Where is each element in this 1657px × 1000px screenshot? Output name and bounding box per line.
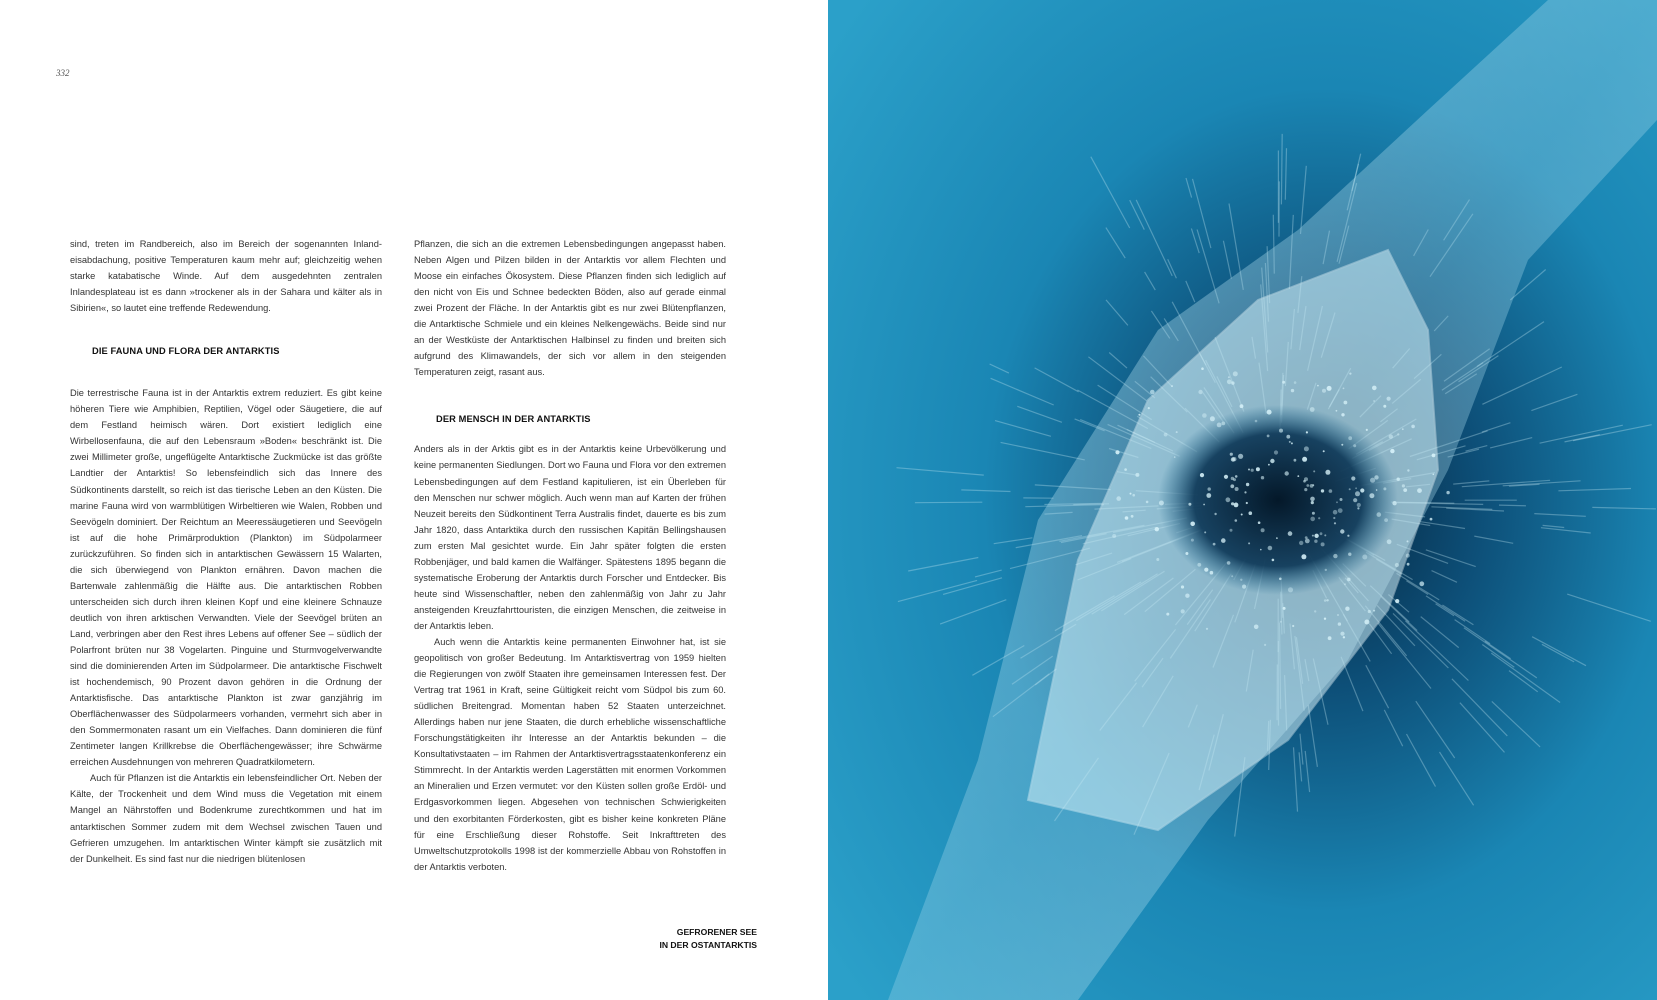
ice-bubble [1191, 539, 1194, 542]
ice-bubble [1261, 528, 1265, 532]
ice-bubble [1176, 431, 1178, 433]
ice-bubble [1240, 404, 1244, 408]
paragraph: Auch für Pflanzen ist die Antarktis ein lebensfeindlicher Ort. Neben der Kälte, der Trockenheit und dem Wind muss die Vegetation mit einem Mangel an Nährstoffen und Bodenkrume zurechtkommen und hat im antarktischen Sommer zudem mit dem Wechsel zwischen Tauen und Gefrieren umzugehen. Im antarktischen Winter kämpft sie zusätzlich mit der Dunkelheit. Es sind fast nur die niedrigen blütenlosen [70, 773, 382, 864]
ice-bubble [1248, 542, 1250, 544]
ice-bubble [1231, 381, 1234, 384]
ice-bubble [1355, 491, 1360, 496]
ice-bubble [1395, 599, 1399, 603]
ice-bubble [1376, 489, 1378, 491]
ice-bubble [1383, 487, 1386, 490]
ice-bubble [1344, 401, 1348, 405]
section-heading-mensch: DER MENSCH IN DER ANTARKTIS [436, 414, 591, 425]
left-page [0, 0, 828, 1000]
text-column-1 [70, 236, 382, 867]
photo-caption [600, 926, 757, 952]
ice-bubble [1446, 491, 1449, 494]
ice-bubble [1334, 522, 1336, 524]
ice-bubble [1403, 488, 1407, 492]
ice-bubble [1320, 532, 1323, 535]
ice-bubble [1235, 487, 1239, 491]
ice-bubble [1248, 469, 1250, 471]
paragraph: Die terrestrische Fauna ist in der Antarktis extrem reduziert. Es gibt keine höheren Tiere wie Amphibien, Reptilien, Vögel oder Säugetiere, die auf dem Festland heimisch wären. Dort existiert lediglich eine Wirbellosenfauna, die auf den Lebensraum »Boden« beschränkt ist. Die zwei Millimeter große, ungeflügelte Antarktische Zuckmücke ist das größte Landtier der Antarktis! So lebensfeindlich sich das Innere des Südkontinents darstellt, so reich ist das tierische Leben an den Küsten. Die marine Fauna wird von warmblütigen Wirbeltieren wie Walen, Robben und Seevögeln dominiert. Der Reichtum an Meeressäugetieren und Seevögeln ist auf die hohe Primärproduktion (Plankton) im Südpolarmeer zurückzuführen. So finden sich in antarktischen Gewässern 15 Walarten, die sich überwiegend von Plankton ernähren. Davon machen die Bartenwale zahlenmäßig die Hälfte aus. Die antarktischen Robben unterscheiden sich durch ihren kleinen Kopf und eine kleinere Schnauze deutlich von ihren arktischen Verwandten. Viele der Seevögel brüten an Land, verbringen aber den Rest ihres Lebens auf offener See – südlich der Polarfront brüten nur 38 Vogelarten. Pinguine und Sturmvogelverwandte sind die dominierenden Arten im Südpolarmeer. Die antarktische Fischwelt ist hochendemisch, 90 Prozent davon gehören in die Ordnung der Antarktisfische. Das antarktische Plankton ist zwar ganzjährig im Oberflächenwasser des Südpolarmeers vorhanden, vermehrt sich aber in den Sommermonaten rasant um ein Vielfaches. Dann dominieren die fünf Zentimeter langen Krillkrebse die Oberflächengewässer; ihre Schwärme erreichen Ausdehnungen von mehreren Quadratkilometern. [70, 388, 382, 768]
ice-bubble [1214, 513, 1216, 515]
ice-bubble [1235, 519, 1238, 522]
ice-bubble [1279, 578, 1282, 581]
ice-bubble [1324, 599, 1327, 602]
ice-bubble [1369, 493, 1374, 498]
ice-bubble [1208, 487, 1211, 490]
ice-bubble [1348, 436, 1352, 440]
ice-bubble [1310, 484, 1314, 488]
ice-streak [915, 502, 982, 503]
ice-bubble [1249, 511, 1253, 515]
ice-bubble [1181, 585, 1184, 588]
ice-bubble [1340, 529, 1344, 533]
text-column-2 [414, 236, 726, 875]
ice-bubble [1125, 516, 1129, 520]
ice-bubble [1372, 386, 1377, 391]
ice-bubble [1231, 575, 1233, 577]
paragraph: Auch wenn die Antarktis keine permanenten Einwohner hat, ist sie geopolitisch von großer Bedeutung. Im Antarktisvertrag von 1959 hielten die Regierungen von zwölf Staaten ihre gemeinsamen Interessen fest. Der Vertrag trat 1961 in Kraft, seine Gültigkeit reicht vom Südpol bis zum 60. südlichen Breitengrad. Momentan haben 52 Staaten unterzeichnet. Allerdings haben nur jene Staaten, die durch erhebliche wissenschaftliche Forschungstätigkeiten ihr Interesse an der Antarktis bekunden – die Konsultativstaaten – im Rahmen der Antarktisvertragsstaatenkonferenz ein Stimmrecht. In der Antarktis werden Lagerstätten mit enormen Vorkommen an Mineralien und Erzen vermutet: vor den Küsten sollen große Erdöl- und Erdgasvorkommen liegen. Abgesehen von technischen Schwierigkeiten und den exorbitanten Förderkosten, gibt es bisher keine konkreten Pläne für eine Erschließung dieser Rohstoffe. Seit Inkrafttreten des Umweltschutzprotokolls 1998 ist der kommerzielle Abbau von Rohstoffen in der Antarktis verboten. [414, 636, 726, 872]
ice-bubble [1406, 554, 1410, 558]
ice-bubble [1116, 496, 1121, 501]
ice-bubble [1210, 416, 1215, 421]
ice-bubble [1150, 390, 1155, 395]
ice-bubble [1181, 609, 1185, 613]
ice-bubble [1338, 622, 1341, 625]
ice-bubble [1373, 400, 1375, 402]
ice-bubble [1292, 625, 1294, 627]
ice-bubble [1294, 459, 1297, 462]
ice-bubble [1366, 429, 1368, 431]
ice-bubble [1304, 446, 1309, 451]
ice-bubble [1306, 431, 1308, 433]
ice-bubble [1267, 435, 1270, 438]
ice-bubble [1268, 546, 1273, 551]
ice-bubble [1282, 381, 1285, 384]
ice-bubble [1402, 428, 1404, 430]
ice-bubble [1362, 555, 1367, 560]
ice-bubble [1233, 371, 1238, 376]
ice-bubble [1232, 457, 1236, 461]
ice-bubble [1341, 413, 1344, 416]
ice-bubble [1351, 476, 1355, 480]
ice-bubble [1340, 632, 1344, 636]
ice-bubble [1390, 449, 1394, 453]
ice-bubble [1227, 561, 1231, 565]
ice-bubble [1368, 610, 1371, 613]
ice-bubble [1387, 397, 1391, 401]
ice-bubble [1291, 389, 1294, 392]
ice-bubble [1323, 450, 1325, 452]
ice-bubble [1325, 569, 1327, 571]
ice-bubble [1159, 501, 1164, 506]
ice-streak [1281, 134, 1282, 205]
ice-bubble [1132, 494, 1135, 497]
ice-bubble [1171, 385, 1173, 387]
ice-bubble [1407, 469, 1409, 471]
ice-bubble [1185, 594, 1189, 598]
ice-bubble [1238, 454, 1243, 459]
ice-bubble [1197, 563, 1201, 567]
ice-bubble [1185, 552, 1188, 555]
ice-bubble [1301, 554, 1306, 559]
ice-bubble [1174, 456, 1176, 458]
ice-bubble [1402, 484, 1405, 487]
ice-bubble [1432, 454, 1436, 458]
ice-bubble [1305, 539, 1310, 544]
ice-bubble [1198, 390, 1202, 394]
ice-bubble [1341, 444, 1343, 446]
ice-bubble [1276, 537, 1278, 539]
ice-bubble [1322, 389, 1326, 393]
ice-bubble [1373, 610, 1375, 612]
ice-bubble [1234, 503, 1239, 508]
ice-bubble [1392, 501, 1396, 505]
ice-bubble [1242, 585, 1246, 589]
ice-bubble [1246, 502, 1248, 504]
ice-bubble [1226, 497, 1231, 502]
ice-bubble [1347, 535, 1349, 537]
ice-bubble [1312, 512, 1315, 515]
ice-bubble [1304, 488, 1307, 491]
ice-bubble [1206, 493, 1211, 498]
ice-bubble [1383, 405, 1386, 408]
ice-bubble [1227, 379, 1232, 384]
ice-bubble [1156, 558, 1159, 561]
ice-bubble [1279, 429, 1283, 433]
ice-bubble [1312, 535, 1314, 537]
ice-bubble [1324, 534, 1326, 536]
ice-bubble [1289, 441, 1291, 443]
ice-bubble [1270, 459, 1274, 463]
ice-bubble [1235, 475, 1238, 478]
ice-bubble [1166, 613, 1169, 616]
ice-bubble [1374, 475, 1378, 479]
ice-bubble [1124, 468, 1127, 471]
ice-bubble [1348, 553, 1351, 556]
ice-bubble [1325, 470, 1330, 475]
ice-bubble [1389, 434, 1393, 438]
ice-bubble [1272, 559, 1275, 562]
ice-bubble [1303, 480, 1306, 483]
ice-bubble [1251, 469, 1254, 472]
ice-bubble [1349, 488, 1351, 490]
ice-bubble [1274, 450, 1278, 454]
ice-bubble [1112, 534, 1116, 538]
ice-bubble [1407, 563, 1410, 566]
ice-bubble [1355, 487, 1357, 489]
ice-bubble [1264, 644, 1266, 646]
ice-bubble [1337, 614, 1339, 616]
ice-bubble [1188, 503, 1191, 506]
ice-bubble [1314, 534, 1318, 538]
ice-bubble [1254, 625, 1259, 630]
ice-bubble [1384, 518, 1388, 522]
ice-bubble [1377, 512, 1382, 517]
ice-bubble [1407, 540, 1409, 542]
ice-bubble [1314, 540, 1317, 543]
ice-bubble [1260, 549, 1262, 551]
ice-bubble [1241, 514, 1243, 516]
ice-bubble [1213, 543, 1216, 546]
ice-bubble [1333, 510, 1338, 515]
ice-bubble [1190, 522, 1195, 527]
ice-bubble [1155, 527, 1159, 531]
ice-bubble [1329, 489, 1333, 493]
ice-bubble [1258, 521, 1261, 524]
ice-bubble [1336, 410, 1338, 412]
ice-bubble [1230, 529, 1233, 532]
ice-bubble [1357, 503, 1361, 507]
ice-bubble [1283, 607, 1286, 610]
ice-bubble [1280, 621, 1282, 623]
ice-bubble [1349, 373, 1351, 375]
ice-bubble [1324, 618, 1326, 620]
ice-bubble [1338, 508, 1343, 513]
ice-bubble [1306, 484, 1309, 487]
ice-bubble [1321, 489, 1324, 492]
ice-bubble [1131, 515, 1134, 518]
ice-bubble [1202, 413, 1207, 418]
ice-bubble [1343, 636, 1345, 638]
ice-bubble [1221, 422, 1225, 426]
ice-bubble [1311, 501, 1314, 504]
ice-bubble [1328, 636, 1332, 640]
paragraph: Pflanzen, die sich an die extremen Lebensbedingungen angepasst haben. Neben Algen und Pilzen bilden in der Antarktis vor allem Flechten und Moose ein einfaches Ökosystem. Diese Pflanzen finden sich lediglich auf den nicht von Eis und Schnee bedeckten Böden, also auf gerade einmal zwei Prozent der Fläche. In der Antarktis gibt es nur zwei Blütenpflanzen, die Antarktische Schmiele und ein kleines Nelkengewächs. Beide sind nur an der Westküste der Antarktischen Halbinsel zu finden und breiten sich aufgrund des Klimawandels, der sich vor allem in den steigenden Temperaturen zeigt, rasant aus. [414, 239, 726, 378]
ice-bubble [1204, 568, 1208, 572]
ice-bubble [1353, 498, 1357, 502]
paragraph: sind, treten im Randbereich, also im Bereich der sogenannten Inlandeisabdachung, positive Temperaturen kaum mehr auf; gleichzeitig wehen starke katabatische Winde. Auf dem ausgedehnten zentralen Inlandesplateau ist es dann »trockener als in der Sahara und kälter als in Sibirien«, so lautet eine treffende Redewendung. [70, 239, 382, 314]
ice-bubble [1267, 410, 1272, 415]
ice-bubble [1233, 478, 1236, 481]
ice-bubble [1343, 388, 1345, 390]
ice-bubble [1314, 610, 1316, 612]
ice-bubble [1204, 531, 1206, 533]
ice-bubble [1417, 488, 1422, 493]
ice-bubble [1353, 444, 1356, 447]
ice-bubble [1333, 554, 1337, 558]
ice-bubble [1135, 473, 1139, 477]
ice-bubble [1206, 628, 1208, 630]
ice-bubble [1217, 423, 1222, 428]
ice-bubble [1310, 497, 1315, 502]
ice-bubble [1364, 620, 1369, 625]
ice-bubble [1321, 542, 1325, 546]
ice-bubble [1230, 484, 1234, 488]
ice-bubble [1336, 501, 1338, 503]
ice-bubble [1370, 478, 1375, 483]
ice-bubble [1419, 581, 1424, 586]
ice-bubble [1148, 407, 1150, 409]
section-heading-fauna-flora: DIE FAUNA UND FLORA DER ANTARKTIS [92, 346, 280, 357]
ice-bubble [1326, 599, 1328, 601]
ice-bubble [1360, 488, 1364, 492]
ice-bubble [1224, 475, 1228, 479]
ice-bubble [1397, 478, 1400, 481]
ice-bubble [1288, 587, 1293, 592]
frozen-lake-photo [828, 0, 1657, 1000]
ice-bubble [1255, 420, 1258, 423]
ice-bubble [1200, 473, 1204, 477]
ice-bubble [1288, 531, 1293, 536]
ice-bubble [1230, 453, 1233, 456]
ice-bubble [1294, 381, 1297, 384]
ice-streak [1499, 505, 1526, 506]
ice-bubble [1130, 493, 1132, 495]
ice-bubble [1138, 414, 1140, 416]
ice-bubble [1345, 607, 1349, 611]
caption-line-1: GEFRORENER SEE [676, 927, 757, 937]
ice-bubble [1115, 450, 1119, 454]
ice-bubble [1347, 578, 1351, 582]
ice-bubble [1310, 517, 1315, 522]
ice-bubble [1244, 491, 1246, 493]
ice-bubble [1313, 470, 1315, 472]
caption-line-2: IN DER OSTANTARKTIS [659, 940, 757, 950]
ice-bubble [1411, 425, 1415, 429]
paragraph: Anders als in der Arktis gibt es in der Antarktis keine Urbevölkerung und keine permanenten Siedlungen. Dort wo Fauna und Flora vor den extremen Lebensbedingungen auf dem Festland kapitulieren, ist ein Überleben für den Menschen nur schwer möglich. Auch wenn man auf Karten der frühen Neuzeit bereits den Südkontinent Terra Australis findet, dauerte es bis zum Jahr 1820, dass Antarktika durch den russischen Kapitän Bellingshausen zum ersten Mal gesichtet wurde. Ein Jahr später folgten die ersten Robbenjäger, und bald kamen die Walfänger. Spätestens 1895 begann die systematische Eroberung der Antarktis durch Forscher und Entdecker. Bis heute sind Wissenschaftler, neben den zahlenmäßig von Jahr zu Jahr ansteigenden Kreuzfahrttouristen, die einzigen Menschen, die zeitweise in der Antarktis leben. [414, 444, 726, 631]
ice-bubble [1357, 507, 1359, 509]
ice-bubble [1146, 501, 1149, 504]
ice-bubble [1327, 386, 1332, 391]
ice-bubble [1397, 433, 1399, 435]
ice-bubble [1256, 467, 1260, 471]
ice-bubble [1246, 483, 1249, 486]
ice-bubble [1387, 539, 1392, 544]
ice-bubble [1240, 579, 1242, 581]
ice-bubble [1302, 457, 1307, 462]
ice-bubble [1221, 538, 1226, 543]
ice-bubble [1268, 464, 1270, 466]
ice-bubble [1317, 385, 1319, 387]
ice-bubble [1340, 498, 1343, 501]
ice-bubble [1333, 517, 1335, 519]
ice-bubble [1201, 367, 1204, 370]
ice-bubble [1433, 474, 1435, 476]
ice-bubble [1310, 407, 1315, 412]
ice-bubble [1286, 435, 1290, 439]
ice-bubble [1164, 433, 1168, 437]
ice-bubble [1291, 442, 1293, 444]
ice-bubble [1344, 583, 1346, 585]
ice-bubble [1210, 571, 1214, 575]
ice-bubble [1228, 376, 1230, 378]
page-number: 332 [56, 68, 70, 78]
ice-bubble [1299, 541, 1303, 545]
ice-bubble [1261, 476, 1264, 479]
ice-bubble [1395, 563, 1399, 567]
ice-illustration [828, 0, 1657, 1000]
ice-bubble [1297, 475, 1299, 477]
ice-bubble [1318, 517, 1320, 519]
ice-bubble [1285, 471, 1289, 475]
ice-bubble [1430, 518, 1433, 521]
ice-bubble [1203, 504, 1205, 506]
